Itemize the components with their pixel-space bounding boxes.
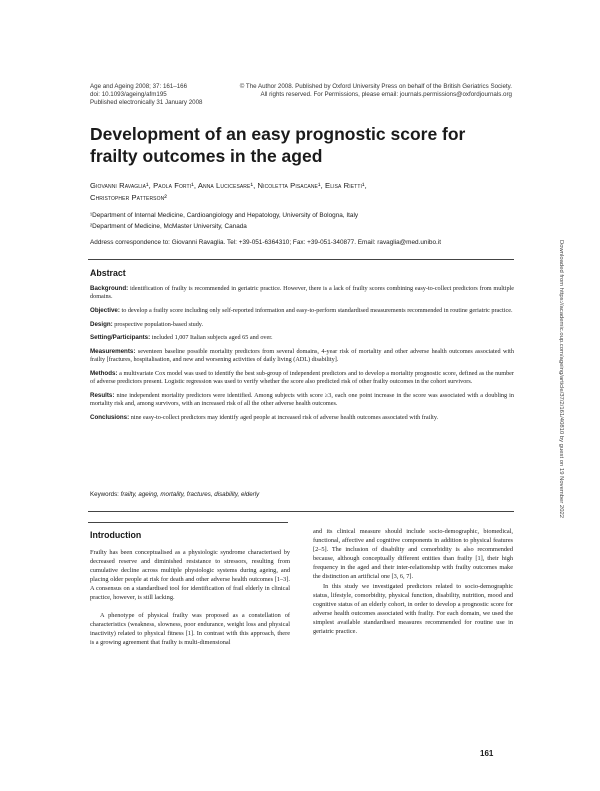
abstract-background: Background: identification of frailty is recommended in geriatric practice. However, there is a lack of frailty scores combining easy-to-collect predictors from multiple domains.: [90, 285, 514, 301]
abstract-bottom-rule: [88, 511, 514, 512]
affiliation-2: ²Department of Medicine, McMaster University, Canada: [90, 222, 247, 230]
abstract-results: Results: nine independent mortality predictors were identified. Among subjects with score ≥3, each one point increase in the score was associated with a doubling in mortality risk and, among survivors, with an increased risk of all the other adverse health outcomes.: [90, 391, 514, 408]
body-column-left: [90, 548, 290, 647]
page-number: 161: [480, 749, 494, 758]
abstract-measurements: Measurements: seventeen baseline possible mortality predictors from several domains, 4-year risk of mortality and other adverse health outcomes associated with frailty [fractures, hospitalisation, and new and worsening activities of daily living (ADL) disability].: [90, 347, 514, 364]
intro-paragraph-3: and its clinical measure should include socio-demographic, biomedical, functional, affective and cognitive components in addition to physical features [2–5]. The inclusion of disability and comorbidity is also recommended because, although conceptually different entities than frailty [1], their high frequency in the aged and their inter-relationship with frailty outcomes make the distinction an artificial one [3, 6, 7].: [313, 528, 513, 581]
keywords-label: Keywords:: [90, 491, 119, 498]
abstract-top-rule: [88, 259, 514, 260]
correspondence-address: Address correspondence to: Giovanni Ravaglia. Tel: +39-051-6364310; Fax: +39-051-340877. Email: ravaglia@med.unibo.it: [90, 239, 441, 246]
abstract-heading: Abstract: [90, 268, 126, 278]
abstract-body: [90, 285, 514, 427]
journal-citation: Age and Ageing 2008; 37: 161–166: [90, 83, 188, 90]
abstract-setting: Setting/Participants: included 1,007 Italian subjects aged 65 and over.: [90, 334, 273, 342]
article-title: Development of an easy prognostic score for frailty outcomes in the aged: [90, 124, 466, 166]
abstract-design: Design: prospective population-based study.: [90, 320, 204, 328]
abstract-methods: Methods: a multivariate Cox model was used to identify the best sub-group of independent predictors and to develop a mortality prognostic score, defined as the number of adverse predictors present. Logistic regression was used to verify whether the score also predicted risk of other frailty outcomes in the cohort survivors.: [90, 369, 514, 386]
keywords-list: frailty, ageing, mortality, fractures, disability, elderly: [120, 491, 260, 498]
intro-paragraph-2: A phenotype of physical frailty was proposed as a constellation of characteristics (weakness, slowness, poor endurance, weight loss and physical inactivity) related to physical fitness [1]. In contrast with this approach, there is a growing agreement that frailty is multi-dimensional: [90, 611, 290, 646]
author-list: [90, 180, 520, 204]
copyright-line-2: All rights reserved. For Permissions, please email: journals.permissions@oxfordjournals.org: [260, 91, 512, 99]
abstract-conclusions: Conclusions: nine easy-to-collect predictors may identify aged people at increased risk of adverse health outcomes associated with frailty.: [90, 413, 439, 421]
keywords: [90, 491, 514, 499]
doi-link[interactable]: doi: 10.1093/ageing/afm195: [90, 91, 167, 99]
copyright-line-1: © The Author 2008. Published by Oxford University Press on behalf of the British Geriatrics Society.: [239, 83, 512, 90]
publication-date: Published electronically 31 January 2008: [90, 99, 203, 107]
copyright-notice: [232, 83, 512, 99]
abstract-objective: Objective: to develop a frailty score including only self-reported information and easy-to-perform standardised measurements recommended in routine geriatric practice.: [90, 307, 513, 314]
intro-top-rule: [88, 522, 288, 523]
intro-paragraph-4: In this study we investigated predictors related to socio-demographic status, lifestyle, comorbidity, physical function, disability, nutrition, mood and cognitive status of an elderly cohort, in order to develop a prognostic score for adverse health outcomes associated with frailty. For each domain, we used the simplest available standardised measures recommended for routine use in geriatric practice.: [313, 582, 513, 636]
authors-line-2: Christopher Patterson²: [90, 193, 167, 202]
introduction-heading: Introduction: [90, 530, 142, 540]
body-column-right: [313, 527, 513, 636]
affiliations: [90, 211, 520, 232]
intro-paragraph-1: Frailty has been conceptualised as a physiologic syndrome characterised by decreased reserve and diminished resistance to stressors, resulting from cumulative decline across multiple physiologic systems during ageing, and placing older people at risk for death and other adverse health outcomes [1–3]. A consensus on a standardised tool for identification of frail elderly in clinical practice, however, is still lacking.: [90, 549, 290, 602]
download-notice[interactable]: Downloaded from https://academic.oup.com/ageing/article/37/2/161/40810 by guest on 19 November 2022: [558, 240, 564, 519]
authors-line-1: Giovanni Ravaglia¹, Paola Forti¹, Anna Lucicesare¹, Nicoletta Pisacane¹, Elisa Rietti¹,: [90, 181, 367, 190]
affiliation-1: ¹Department of Internal Medicine, Cardioangiology and Hepatology, University of Bologna, Italy: [90, 212, 359, 219]
download-sidebar: [556, 240, 566, 660]
